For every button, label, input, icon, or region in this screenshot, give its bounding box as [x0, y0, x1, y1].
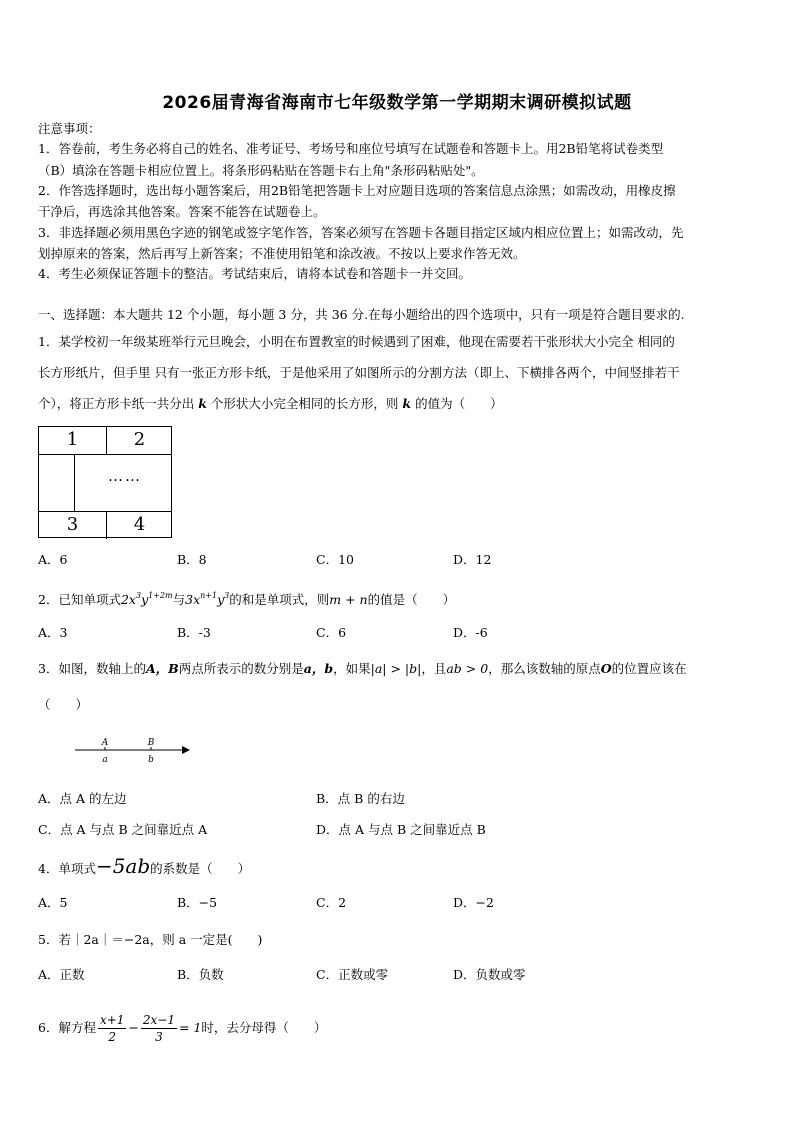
- q2-mono2: [185, 592, 229, 607]
- section-1-heading: 一、选择题：本大题共 12 个小题，每小题 3 分，共 36 分.在每小题给出的四个选项中，只有一项是符合题目要求的.: [38, 307, 685, 322]
- q3-mid4: ，那么该数轴的原点: [488, 661, 601, 676]
- grid-divider: [39, 454, 171, 455]
- question-1-line-2: 长方形纸片，但手里 只有一张正方形卡纸，于是他采用了如图所示的分割方法（即上、下横排各两个，中间竖排若干: [38, 365, 680, 380]
- arrow-right-icon: [182, 746, 190, 754]
- q6-f2-denominator: 3: [155, 1030, 163, 1044]
- question-1-line-1: 1．某学校初一年级某班举行元旦晚会，小明在布置教室的时候遇到了困难，他现在需要若干张形状大小完全 相同的: [38, 334, 675, 349]
- q4-option-a: A．5: [38, 895, 68, 910]
- q5-option-b: B．负数: [177, 967, 224, 982]
- grid-cell-3: 3: [66, 514, 79, 535]
- q2-pre: 2．已知单项式: [38, 592, 121, 607]
- q2-exp1-y: 1+2m: [148, 591, 173, 600]
- grid-divider: [39, 511, 171, 512]
- grid-cell-2: 2: [133, 429, 146, 450]
- q3-pre: 3．如图，数轴上的: [38, 661, 146, 676]
- q2-option-c: C．6: [316, 625, 347, 640]
- q1-line3-post: 的值为（ ）: [415, 396, 503, 411]
- notice-item-3-line-1: 3．非选择题必须用黑色字迹的钢笔或签字笔作答，答案必须写在答题卡各题目指定区域内相应位置上；如需改动，先: [38, 225, 684, 240]
- q2-exp2-y: 3: [224, 591, 230, 600]
- notice-item-1-line-1: 1．答卷前，考生务必将自己的姓名、准考证号、考场号和座位号填写在试题卷和答题卡上。用2B铅笔将试卷类型: [38, 141, 664, 156]
- q1-var-k: k: [198, 396, 207, 411]
- q1-option-b: B．8: [177, 552, 207, 567]
- page-title: 2026届青海省海南市七年级数学第一学期期末调研模拟试题: [162, 93, 632, 113]
- q6-equals: = 1: [179, 1020, 202, 1035]
- q2-mono2-x: 3x: [185, 592, 201, 607]
- q2-mono1-x: 2x: [120, 592, 136, 607]
- label-A: A: [101, 738, 109, 748]
- q3-option-b: B．点 B 的右边: [316, 791, 405, 806]
- label-b: b: [148, 755, 154, 765]
- question-4: [38, 854, 760, 878]
- q3-option-c: C．点 A 与点 B 之间靠近点 A: [38, 822, 208, 837]
- q2-mono1-y: y: [141, 592, 149, 607]
- q3-ab: A，B: [145, 661, 179, 676]
- grid-ellipsis: ……: [108, 467, 142, 485]
- question-3-paren: （ ）: [38, 697, 89, 712]
- q2-tail: 的值是（ ）: [367, 592, 456, 607]
- q2-option-d: D．-6: [453, 625, 488, 640]
- q1-line3-pre: 个），将正方形卡纸一共分出: [38, 396, 195, 411]
- grid-cell-1: 1: [66, 429, 79, 450]
- q1-option-a: A．6: [38, 552, 68, 567]
- notice-item-1-line-2: （B）填涂在答题卡相应位置上。将条形码粘贴在答题卡右上角"条形码粘贴处"。: [38, 163, 484, 178]
- q2-option-b: B．-3: [177, 625, 211, 640]
- q2-mid: 与: [172, 592, 186, 607]
- q3-prod: ab > 0: [446, 661, 489, 676]
- q2-mono1: [121, 592, 173, 607]
- label-a: a: [102, 755, 108, 765]
- q6-f1-denominator: 2: [108, 1030, 116, 1044]
- q4-pre: 4．单项式: [38, 861, 96, 876]
- q6-post: 时，去分母得（ ）: [201, 1020, 327, 1035]
- label-B: B: [147, 738, 155, 748]
- q4-monomial: −5ab: [95, 854, 151, 878]
- q2-expr: m + n: [329, 592, 368, 607]
- q5-option-d: D．负数或零: [453, 967, 526, 982]
- q1-option-c: C．10: [316, 552, 354, 567]
- notice-item-4: 4．考生必须保证答题卡的整洁。考试结束后，请将本试卷和答题卡一并交回。: [38, 266, 471, 281]
- q3-origin: O: [600, 661, 612, 676]
- q3-option-a: A．点 A 的左边: [38, 791, 127, 806]
- q6-pre: 6．解方程: [38, 1020, 96, 1035]
- q3-tail: 的位置应该在: [611, 661, 687, 676]
- q4-option-d: D．−2: [453, 895, 494, 910]
- q4-post: 的系数是（ ）: [150, 861, 251, 876]
- q3-abs: |a| > |b|: [370, 661, 422, 676]
- q4-option-c: C．2: [316, 895, 347, 910]
- question-1-line-3: [38, 395, 760, 413]
- q5-option-c: C．正数或零: [316, 967, 389, 982]
- q6-minus: −: [128, 1020, 139, 1035]
- q1-line3-mid: 个形状大小完全相同的长方形，则: [210, 396, 399, 411]
- notice-heading: 注意事项：: [38, 121, 101, 136]
- question-3: [38, 660, 760, 678]
- q6-fraction-2: [141, 1012, 177, 1045]
- notice-item-2-line-1: 2．作答选择题时，选出每小题答案后，用2B铅笔把答题卡上对应题目选项的答案信息点涂黑；如需改动，用橡皮擦: [38, 183, 676, 198]
- q3-mid1: 两点所表示的数分别是: [178, 661, 304, 676]
- question-5: 5．若｜2a｜＝−2a，则 a 一定是( ): [38, 932, 263, 947]
- notice-item-3-line-2: 划掉原来的答案，然后再写上新答案；不准使用铅笔和涂改液。不按以上要求作答无效。: [38, 246, 526, 261]
- q1-grid-figure: [38, 426, 172, 538]
- question-6: [38, 1012, 760, 1045]
- q2-exp2: n+1: [200, 591, 218, 600]
- q2-mono2-y: y: [217, 592, 225, 607]
- q2-exp1: 3: [135, 591, 142, 600]
- q6-f2-numerator: 2x−1: [142, 1013, 175, 1027]
- q3-ab-lower: a，b: [303, 661, 334, 676]
- q5-option-a: A．正数: [38, 967, 85, 982]
- q3-option-d: D．点 A 与点 B 之间靠近点 B: [316, 822, 486, 837]
- question-2: [38, 587, 760, 609]
- q6-f1-numerator: x+1: [99, 1013, 125, 1027]
- q6-fraction-1: [98, 1012, 126, 1045]
- q3-mid3: ，且: [421, 661, 447, 676]
- q4-option-b: B．−5: [177, 895, 218, 910]
- grid-divider: [74, 454, 75, 511]
- number-line-figure: [70, 733, 190, 767]
- q1-option-d: D．12: [453, 552, 492, 567]
- q1-var-k-2: k: [402, 396, 412, 411]
- grid-cell-4: 4: [133, 514, 146, 535]
- q3-mid2: ，如果: [333, 661, 371, 676]
- q2-option-a: A．3: [38, 625, 68, 640]
- q2-post: 的和是单项式，则: [229, 592, 330, 607]
- notice-item-2-line-2: 干净后，再选涂其他答案。答案不能答在试题卷上。: [38, 204, 326, 219]
